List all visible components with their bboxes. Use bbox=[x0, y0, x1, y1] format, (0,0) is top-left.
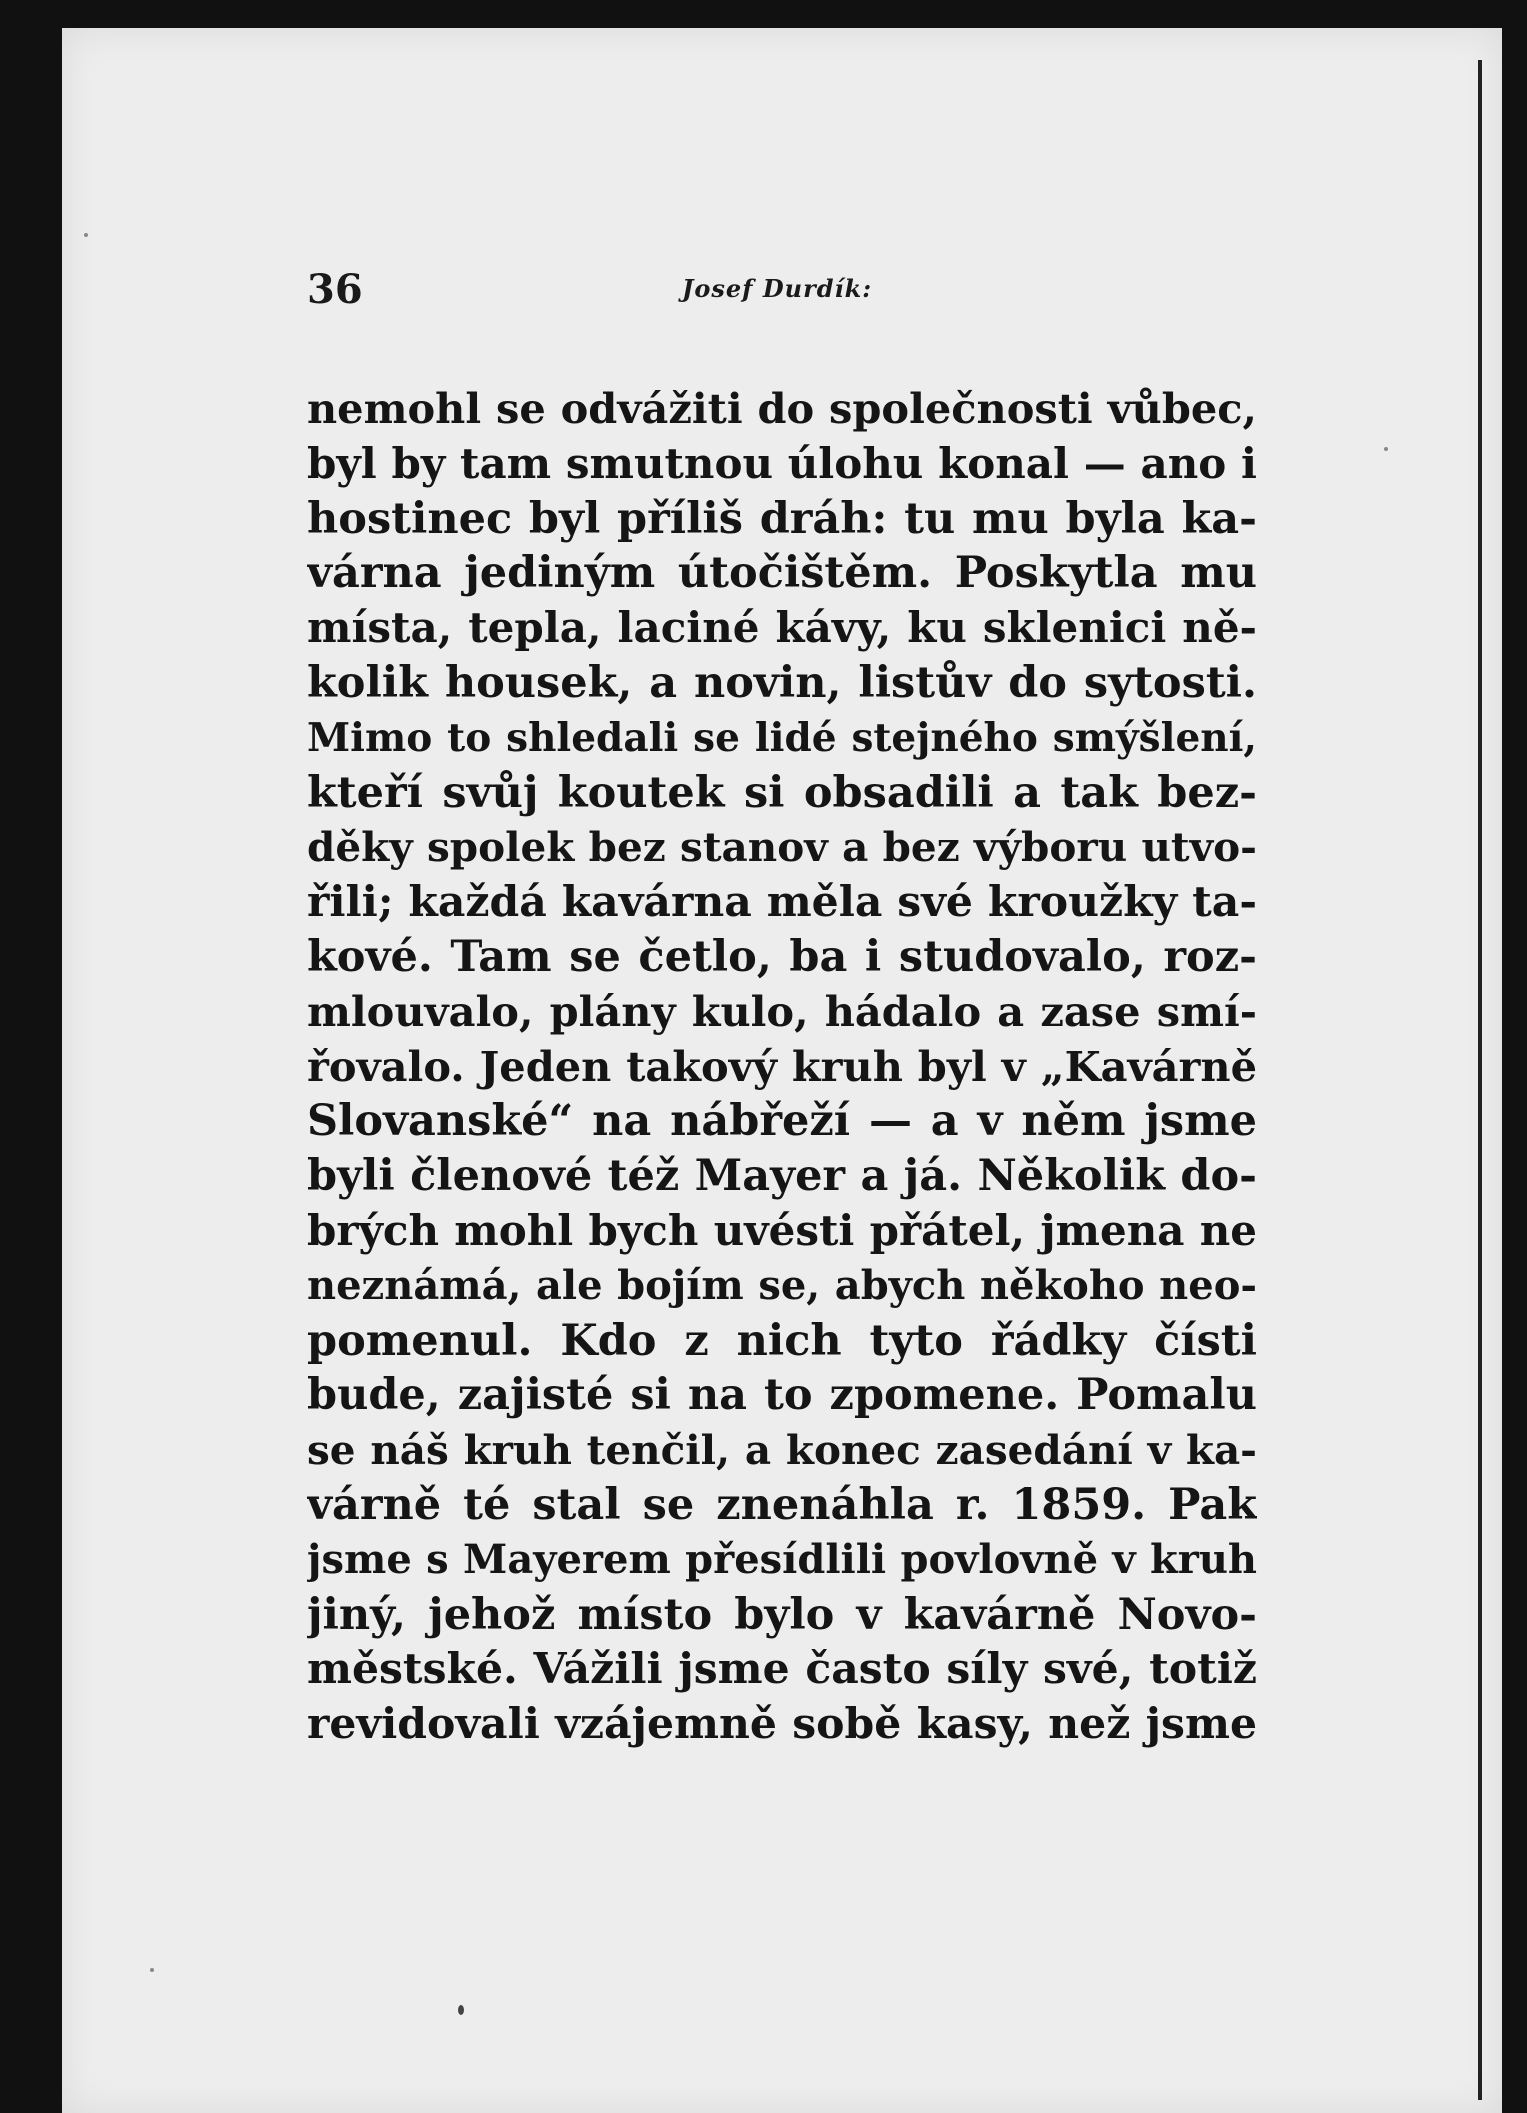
paper-speck bbox=[1384, 447, 1388, 451]
text-line: místa, tepla, laciné kávy, ku sklenici ně- bbox=[307, 603, 1257, 653]
text-line: revidovali vzájemně sobě kasy, než jsme bbox=[307, 1699, 1257, 1750]
text-line: pomenul. Kdo z nich tyto řádky čísti bbox=[307, 1315, 1257, 1366]
text-line: jiný, jehož místo bylo v kavárně Novo- bbox=[307, 1589, 1257, 1640]
text-line: Slovanské“ na nábřeží — a v něm jsme bbox=[307, 1096, 1257, 1147]
paper-speck bbox=[458, 2005, 464, 2015]
text-line: byli členové též Mayer a já. Několik do- bbox=[307, 1151, 1257, 1202]
text-line: děky spolek bez stanov a bez výboru utvo- bbox=[307, 823, 1257, 872]
page-header bbox=[307, 266, 1257, 316]
text-line: neznámá, ale bojím se, abych někoho neo- bbox=[307, 1261, 1257, 1309]
text-line: řovalo. Jeden takový kruh byl v „Kavárně bbox=[307, 1041, 1257, 1091]
page-number: 36 bbox=[307, 266, 363, 313]
text-line: brých mohl bych uvésti přátel, jmena ne bbox=[307, 1205, 1257, 1255]
text-line: Mimo to shledali se lidé stejného smýšlení, bbox=[307, 714, 1257, 761]
text-line: byl by tam smutnou úlohu konal — ano i bbox=[307, 438, 1257, 488]
text-line: várna jediným útočištěm. Poskytla mu bbox=[307, 548, 1257, 599]
text-line: bude, zajisté si na to zpomene. Pomalu bbox=[307, 1370, 1257, 1421]
page-edge bbox=[1478, 60, 1482, 2100]
text-line: mlouvalo, plány kulo, hádalo a zase smí- bbox=[307, 986, 1257, 1036]
body-text bbox=[307, 382, 1257, 1752]
text-line: várně té stal se znenáhla r. 1859. Pak bbox=[307, 1479, 1257, 1530]
text-line: řili; každá kavárna měla své kroužky ta- bbox=[307, 877, 1257, 928]
paper-speck bbox=[150, 1968, 154, 1972]
text-line: městské. Vážili jsme často síly své, totiž bbox=[307, 1644, 1257, 1695]
text-line: kteří svůj koutek si obsadili a tak bez- bbox=[307, 767, 1257, 818]
text-line: jsme s Mayerem přesídlili povlovně v kruh bbox=[307, 1535, 1257, 1583]
running-head: Josef Durdík: bbox=[682, 274, 873, 303]
text-line: nemohl se odvážiti do společnosti vůbec, bbox=[307, 384, 1257, 433]
text-line: kolik housek, a novin, listův do sytosti. bbox=[307, 657, 1257, 708]
text-line: hostinec byl příliš dráh: tu mu byla ka- bbox=[307, 493, 1257, 544]
text-line: kové. Tam se četlo, ba i studovalo, roz- bbox=[307, 931, 1257, 982]
text-line: se náš kruh tenčil, a konec zasedání v ka- bbox=[307, 1426, 1257, 1475]
paper-speck bbox=[84, 233, 88, 237]
